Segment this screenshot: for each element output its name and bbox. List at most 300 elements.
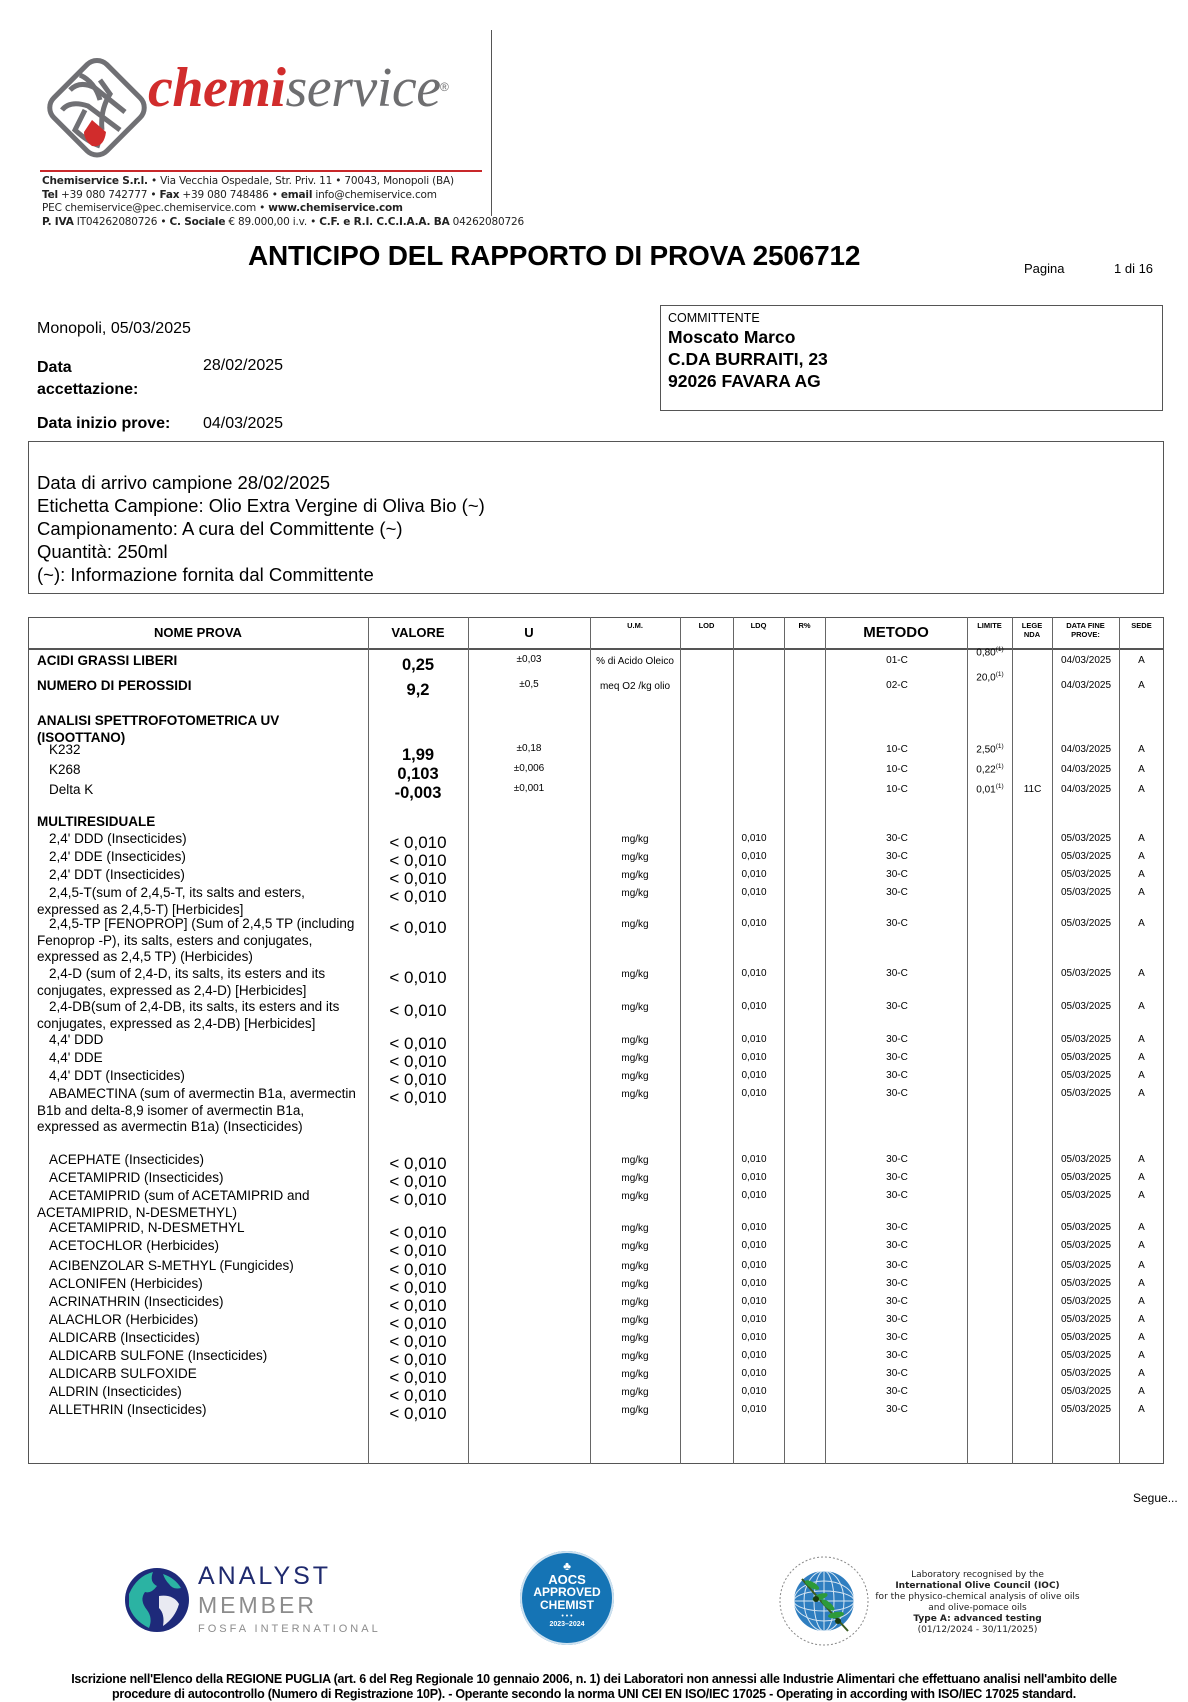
registry-label: C.F. e R.I. C.C.I.A.A. BA [319,215,450,228]
ldq-value: 0,010 [741,1240,767,1251]
ldq-value: 0,010 [741,1260,767,1271]
end-date: 05/03/2025 [1060,1052,1112,1063]
client-name: Moscato Marco [668,327,796,347]
test-name: ACLONIFEN (Herbicides) [49,1276,203,1291]
method-code: 30-C [886,1314,908,1325]
test-value: < 0,010 [389,1034,447,1053]
ldq-value: 0,010 [741,918,767,929]
page-number: 1 di 16 [1114,261,1154,276]
method-code: 30-C [886,1404,908,1415]
end-date: 05/03/2025 [1060,1001,1112,1012]
test-name: 2,4,5-TP [FENOPROP] (Sum of 2,4,5 TP (including Fenoprop -P), its salts, esters and conjugates, expressed as 2,4,5 TP) (Herbicides) [37,916,355,964]
site-code: A [1138,1314,1145,1325]
method-code: 30-C [886,968,908,979]
test-name: 2,4-D (sum of 2,4-D, its salts, its esters and its conjugates, expressed as 2,4-D) [Herbicides] [37,966,326,998]
report-title: ANTICIPO DEL RAPPORTO DI PROVA 2506712 [248,240,861,271]
method-code: 30-C [886,887,908,898]
ldq-value: 0,010 [741,1034,767,1045]
unit: mg/kg [621,1071,649,1082]
acceptance-date-value: 28/02/2025 [203,357,284,374]
limit-value [968,646,1012,658]
ldq-value: 0,010 [741,968,767,979]
unit: mg/kg [621,852,649,863]
end-date: 05/03/2025 [1060,1332,1112,1343]
limit-value [968,743,1012,755]
header-vertical-rule [491,30,492,216]
test-name: ACETOCHLOR (Herbicides) [49,1238,220,1253]
vat-label: P. IVA [42,215,74,228]
tel-label: Tel [42,188,58,201]
test-name: 4,4' DDE [49,1050,103,1065]
end-date: 04/03/2025 [1060,680,1112,691]
unit: mg/kg [621,1035,649,1046]
test-name: ACRINATHRIN (Insecticides) [49,1294,224,1309]
end-date: 05/03/2025 [1060,1222,1112,1233]
test-value: < 0,010 [389,833,447,852]
site-code: A [1138,851,1145,862]
unit: mg/kg [621,1387,649,1398]
site-code: A [1138,887,1145,898]
unit: mg/kg [621,1315,649,1326]
method-code: 30-C [886,918,908,929]
site-code: A [1138,784,1145,795]
sample-quantity: Quantità: 250ml [37,541,168,562]
test-value: < 0,010 [389,1088,447,1107]
header-ldq: LDQ [750,621,767,630]
test-name: ALDRIN (Insecticides) [49,1384,182,1399]
test-name: K232 [49,742,81,757]
test-name: NUMERO DI PEROSSIDI [37,678,192,693]
fax-value: +39 080 748486 • [179,188,281,201]
end-date: 05/03/2025 [1060,1190,1112,1201]
test-value: < 0,010 [389,1070,447,1089]
end-date: 05/03/2025 [1060,887,1112,898]
test-value: < 0,010 [389,1350,447,1369]
method-code: 30-C [886,1034,908,1045]
legal-line2: procedure di autocontrollo (Numero di Registrazione 10P). - Operante secondo la norma UNI CEI EN ISO/IEC 17025 - Operating in according with ISO/IEC 17025 standard. [111,1687,1077,1701]
ldq-value: 0,010 [741,1052,767,1063]
header-value: VALORE [391,625,445,640]
ioc-line4: and olive-pomace oils [928,1603,1027,1613]
test-name: ALACHLOR (Herbicides) [49,1312,199,1327]
uncertainty: ±0,5 [519,679,539,690]
ldq-value: 0,010 [741,1296,767,1307]
page-label: Pagina [1024,261,1065,276]
limit-number: 0,22 [976,764,996,776]
client-city: 92026 FAVARA AG [668,371,821,391]
acceptance-label-line2: accettazione: [37,381,139,398]
end-date: 05/03/2025 [1060,1260,1112,1271]
test-value: < 0,010 [389,968,447,987]
capital-label: C. Sociale [169,215,226,228]
registry-value: 04262080726 [449,215,524,228]
ldq-value: 0,010 [741,1001,767,1012]
site-code: A [1138,1034,1145,1045]
aocs-line3: CHEMIST [540,1598,594,1612]
test-value: < 0,010 [389,1260,447,1279]
end-date: 05/03/2025 [1060,1404,1112,1415]
end-date: 05/03/2025 [1060,833,1112,844]
header-site: SEDE [1131,621,1152,630]
city-date: Monopoli, 05/03/2025 [37,320,191,337]
end-date: 05/03/2025 [1060,1240,1112,1251]
test-value: 9,2 [406,681,430,699]
email-label: email [280,188,313,201]
end-date: 04/03/2025 [1060,655,1112,666]
site-code: A [1138,1001,1145,1012]
brand-bold: chemi [148,57,286,119]
ldq-value: 0,010 [741,1368,767,1379]
sample-arrival: Data di arrivo campione 28/02/2025 [37,472,331,493]
test-value: 0,103 [397,765,439,783]
site-code: A [1138,744,1145,755]
company-name: Chemiservice S.r.l. [42,175,148,187]
test-value: 0,25 [401,656,435,674]
ldq-value: 0,010 [741,1314,767,1325]
uncertainty: ±0,001 [513,783,545,794]
method-code: 30-C [886,869,908,880]
client-label: COMMITTENTE [668,311,760,325]
ldq-value: 0,010 [741,1088,767,1099]
legal-footer [0,1672,1188,1702]
site-code: A [1138,1350,1145,1361]
acceptance-label-line1: Data [37,359,72,376]
continued-label: Segue... [1133,1491,1178,1505]
end-date: 05/03/2025 [1060,1296,1112,1307]
test-name: 4,4' DDT (Insecticides) [49,1068,185,1083]
ioc-line6: (01/12/2024 - 30/11/2025) [917,1625,1038,1635]
limit-number: 2,50 [976,744,996,756]
uncertainty: ±0,006 [513,763,545,774]
legend-code: 11C [1023,784,1042,795]
aocs-line1: AOCS [548,1572,586,1587]
method-code: 30-C [886,833,908,844]
company-address [42,175,524,229]
site-code: A [1138,1296,1145,1307]
unit: mg/kg [621,1191,649,1202]
test-name: K268 [49,762,81,777]
unit: mg/kg [621,1173,649,1184]
site-code: A [1138,1172,1145,1183]
test-value: < 0,010 [389,1052,447,1071]
test-value: < 0,010 [389,869,447,888]
test-name: 2,4' DDE (Insecticides) [49,849,186,864]
test-name: ALLETHRIN (Insecticides) [49,1402,207,1417]
method-code: 30-C [886,1350,908,1361]
method-code: 01-C [886,655,908,666]
address-street: • Via Vecchia Ospedale, Str. Priv. 11 • 70043, Monopoli (BA) [147,175,454,187]
fosfa-member: MEMBER [198,1592,317,1618]
test-name: 2,4' DDD (Insecticides) [49,831,187,846]
fosfa-analyst: ANALYST [198,1562,332,1590]
end-date: 04/03/2025 [1060,744,1112,755]
header-legend [1012,617,1052,648]
ioc-globe-icon [778,1555,870,1647]
ioc-line2: International Olive Council (IOC) [895,1581,1060,1591]
method-code: 02-C [886,680,908,691]
aocs-emblem-icon: ♣ [563,1559,571,1573]
header-end-line1: DATA FINE [1066,621,1105,630]
unit: mg/kg [621,969,649,980]
test-value: < 0,010 [389,1314,447,1333]
legal-line1: Iscrizione nell'Elenco della REGIONE PUGLIA (art. 6 del Reg Regionale 10 gennaio 2006, n. 1) dei Laboratori non annessi alle Industrie Alimentari che effettuano analisi nell'ambito delle [71,1672,1117,1686]
limit-number: 20,0 [976,672,996,684]
header-lod: LOD [698,621,715,630]
test-name: 2,4' DDT (Insecticides) [49,867,185,882]
method-code: 30-C [886,1222,908,1233]
method-code: 30-C [886,1386,908,1397]
unit: mg/kg [621,1223,649,1234]
test-name: Delta K [49,782,94,797]
end-date: 05/03/2025 [1060,851,1112,862]
section-heading: ANALISI SPETTROFOTOMETRICA UV (ISOOTTANO) [37,713,280,745]
site-code: A [1138,1222,1145,1233]
sample-label: Etichetta Campione: Olio Extra Vergine di Oliva Bio (~) [37,495,485,516]
test-value: < 0,010 [389,1223,447,1242]
unit: mg/kg [621,1369,649,1380]
acceptance-date-label [37,357,138,401]
limit-footnote: (1) [995,743,1004,750]
ioc-line1: Laboratory recognised by the [911,1570,1044,1580]
test-name: ALDICARB SULFONE (Insecticides) [49,1348,268,1363]
header-r: R% [798,621,811,630]
test-value: < 0,010 [389,1296,447,1315]
test-value: < 0,010 [389,1172,447,1191]
site-code: A [1138,1070,1145,1081]
col-divider [784,617,785,1464]
end-date: 05/03/2025 [1060,1278,1112,1289]
method-code: 30-C [886,1190,908,1201]
limit-number: 0,80 [976,647,996,659]
ldq-value: 0,010 [741,1222,767,1233]
end-date: 05/03/2025 [1060,1088,1112,1099]
test-value: < 0,010 [389,1404,447,1423]
test-value: < 0,010 [389,1278,447,1297]
limit-footnote: (1) [995,671,1004,678]
aocs-years: 2023–2024 [549,1621,585,1628]
header-divider [40,170,482,172]
method-code: 30-C [886,1070,908,1081]
unit: mg/kg [621,1053,649,1064]
method-code: 30-C [886,1260,908,1271]
method-code: 30-C [886,1332,908,1343]
test-value: < 0,010 [389,1368,447,1387]
site-code: A [1138,680,1145,691]
site-code: A [1138,869,1145,880]
test-name: 2,4-DB(sum of 2,4-DB, its salts, its esters and its conjugates, expressed as 2,4-DB) [Herbicides] [37,999,340,1031]
pec-value: PEC chemiservice@pec.chemiservice.com • [42,202,269,214]
ldq-value: 0,010 [741,1190,767,1201]
ldq-value: 0,010 [741,1172,767,1183]
header-end-line2: PROVE: [1071,630,1100,639]
test-value: < 0,010 [389,1241,447,1260]
fax-label: Fax [159,188,180,201]
unit: mg/kg [621,1089,649,1100]
test-name: ACETAMIPRID, N-DESMETHYL [49,1220,245,1235]
site-code: A [1138,1240,1145,1251]
end-date: 04/03/2025 [1060,764,1112,775]
email-value[interactable]: info@chemiservice.com [312,188,437,201]
header-legend-line2: NDA [1023,630,1041,639]
brand-light: service [285,57,441,119]
start-date-label: Data inizio prove: [37,415,171,432]
test-value: < 0,010 [389,1332,447,1351]
start-date-value: 04/03/2025 [203,415,284,432]
end-date: 04/03/2025 [1060,784,1112,795]
uncertainty: ±0,18 [516,743,542,754]
section-heading: MULTIRESIDUALE [37,814,156,829]
method-code: 30-C [886,1088,908,1099]
ioc-line5: Type A: advanced testing [913,1614,1042,1624]
unit: mg/kg [621,1405,649,1416]
globe-icon [123,1566,191,1634]
method-code: 30-C [886,851,908,862]
unit: mg/kg [621,1155,649,1166]
header-um: U.M. [627,621,643,630]
sample-sampling: Campionamento: A cura del Committente (~) [37,518,403,539]
registered-mark: ® [440,80,449,94]
header-method: METODO [863,624,929,641]
unit: mg/kg [621,1002,649,1013]
limit-value [968,763,1012,775]
method-code: 30-C [886,1240,908,1251]
end-date: 05/03/2025 [1060,968,1112,979]
method-code: 10-C [886,744,908,755]
unit: mg/kg [621,1297,649,1308]
end-date: 05/03/2025 [1060,1386,1112,1397]
ldq-value: 0,010 [741,1404,767,1415]
site-code: A [1138,1404,1145,1415]
uncertainty: ±0,03 [516,654,542,665]
end-date: 05/03/2025 [1060,1368,1112,1379]
site-code: A [1138,1052,1145,1063]
unit: mg/kg [621,1241,649,1252]
method-code: 10-C [886,764,908,775]
header-end-date [1052,617,1119,648]
unit: meq O2 /kg olio [599,681,671,692]
limit-number: 0,01 [976,784,996,796]
ldq-value: 0,010 [741,1350,767,1361]
test-value: < 0,010 [389,918,447,937]
site-code: A [1138,1190,1145,1201]
col-divider [680,617,681,1464]
unit: mg/kg [621,834,649,845]
header-limit: LIMITE [977,621,1002,630]
site-code: A [1138,1368,1145,1379]
limit-footnote: (1) [995,763,1004,770]
fosfa-international: FOSFA INTERNATIONAL [198,1623,381,1635]
method-code: 30-C [886,1278,908,1289]
unit: mg/kg [621,919,649,930]
end-date: 05/03/2025 [1060,1154,1112,1165]
aocs-line2: APPROVED [533,1585,601,1599]
end-date: 05/03/2025 [1060,1034,1112,1045]
method-code: 30-C [886,1154,908,1165]
chemiservice-emblem-icon [40,50,155,165]
site-code: A [1138,968,1145,979]
header-legend-line1: LEGE [1021,621,1043,630]
site-code: A [1138,1088,1145,1099]
ldq-value: 0,010 [741,1154,767,1165]
unit: mg/kg [621,1261,649,1272]
test-value: < 0,010 [389,1001,447,1020]
test-value: < 0,010 [389,851,447,870]
unit: mg/kg [621,870,649,881]
test-name: ACETAMIPRID (sum of ACETAMIPRID and ACETAMIPRID, N-DESMETHYL) [37,1188,310,1220]
capital-value: € 89.000,00 i.v. • [225,215,320,228]
method-code: 30-C [886,1052,908,1063]
site-code: A [1138,918,1145,929]
test-value: < 0,010 [389,1386,447,1405]
test-value: < 0,010 [389,887,447,906]
method-code: 10-C [886,784,908,795]
site-code: A [1138,1386,1145,1397]
col-divider [1012,617,1013,1464]
end-date: 05/03/2025 [1060,918,1112,929]
end-date: 05/03/2025 [1060,1172,1112,1183]
ldq-value: 0,010 [741,1278,767,1289]
ldq-value: 0,010 [741,833,767,844]
test-name: ALDICARB (Insecticides) [49,1330,200,1345]
unit: mg/kg [621,888,649,899]
ldq-value: 0,010 [741,1386,767,1397]
site-code: A [1138,764,1145,775]
ioc-recognition [870,1570,1085,1636]
header-name: NOME PROVA [154,625,242,640]
test-name: 4,4' DDD [49,1032,104,1047]
method-code: 30-C [886,1172,908,1183]
end-date: 05/03/2025 [1060,1350,1112,1361]
sample-note: (~): Informazione fornita dal Committente [37,564,374,585]
end-date: 05/03/2025 [1060,869,1112,880]
test-name: ACETAMIPRID (Insecticides) [49,1170,224,1185]
unit: mg/kg [621,1333,649,1344]
test-value: < 0,010 [389,1154,447,1173]
ldq-value: 0,010 [741,851,767,862]
site-code: A [1138,1332,1145,1343]
site-code: A [1138,833,1145,844]
site-code: A [1138,1154,1145,1165]
test-name: ALDICARB SULFOXIDE [49,1366,197,1381]
ldq-value: 0,010 [741,869,767,880]
test-name: ACIDI GRASSI LIBERI [37,653,178,668]
method-code: 30-C [886,1296,908,1307]
header-u: U [524,625,534,640]
test-value: 1,99 [401,746,435,764]
brand-wordmark [148,57,441,119]
site-code: A [1138,1278,1145,1289]
test-name: 2,4,5-T(sum of 2,4,5-T, its salts and esters, expressed as 2,4,5-T) [Herbicides] [37,885,305,917]
test-name: ACIBENZOLAR S-METHYL (Fungicides) [49,1258,294,1273]
end-date: 05/03/2025 [1060,1314,1112,1325]
test-value: < 0,010 [389,1190,447,1209]
limit-value [968,671,1012,683]
ldq-value: 0,010 [741,887,767,898]
site-code: A [1138,655,1145,666]
client-address: C.DA BURRAITI, 23 [668,349,828,369]
vat-value: IT04262080726 • [73,215,170,228]
unit: % di Acido Oleico [596,656,674,667]
limit-footnote: (1) [995,783,1004,790]
unit: mg/kg [621,1351,649,1362]
tel-value: +39 080 742777 • [57,188,160,201]
ldq-value: 0,010 [741,1070,767,1081]
website-link[interactable]: www.chemiservice.com [268,202,403,214]
ldq-value: 0,010 [741,1332,767,1343]
limit-footnote: (1) [995,646,1004,653]
site-code: A [1138,1260,1145,1271]
test-name: ABAMECTINA (sum of avermectin B1a, avermectin B1b and delta-8,9 isomer of avermectin B1a, expressed as avermectin B1a) (Insecticides) [37,1086,356,1134]
